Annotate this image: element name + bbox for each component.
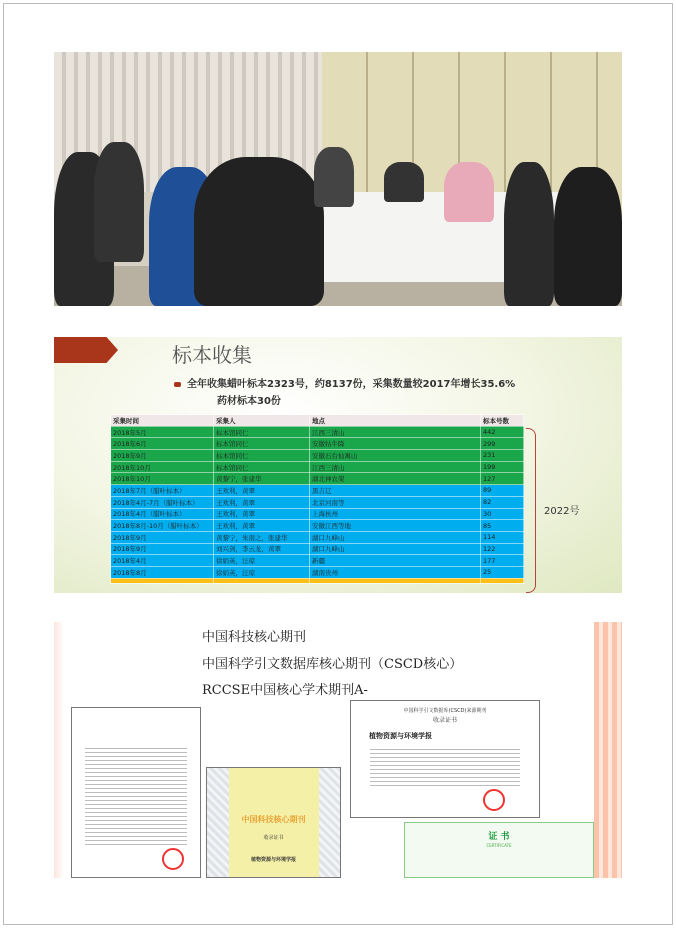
bullet-icon [174, 382, 181, 387]
cell-time: 2018年10月 [111, 473, 214, 485]
cell-time: 2018年9月 [111, 450, 214, 462]
core-journal-certificate [206, 767, 341, 878]
table-row [111, 543, 524, 555]
header-place: 地点 [310, 415, 481, 427]
core-cert-journal: 植物资源与环境学报 [250, 857, 296, 863]
cell-count: 199 [481, 461, 524, 473]
cell-place: 湖北神农架 [310, 473, 481, 485]
cell-people: 标本馆同仁 [214, 426, 310, 438]
bracket [526, 428, 536, 593]
cell-people: 标本馆同仁 [214, 461, 310, 473]
table-row [111, 485, 524, 497]
cell-count: 177 [481, 555, 524, 567]
cell-place: 江西三清山 [310, 461, 481, 473]
table-row-partial [111, 578, 524, 583]
table-row [111, 496, 524, 508]
core-cert-title: 中国科技核心期刊 [241, 815, 306, 824]
cell-time: 2018年9月 [111, 531, 214, 543]
cell-place: 北京河南等 [310, 496, 481, 508]
cell-time: 2018年6月 [111, 438, 214, 450]
journal-line: 中国科技核心期刊 [202, 630, 307, 645]
cell-people: 黄黎宁，朱南之，张建华 [214, 531, 310, 543]
cell-empty [310, 578, 481, 583]
journal-section [54, 622, 622, 878]
bracket-label: 2022号 [544, 506, 580, 517]
cell-time: 2018年4月（腊叶标本） [111, 508, 214, 520]
table-row [111, 566, 524, 578]
cscd-cert-title: 收录证书 [432, 717, 457, 724]
cell-count: 114 [481, 531, 524, 543]
header-count: 标本号数 [481, 415, 524, 427]
cell-time: 2018年7月（腊叶标本） [111, 485, 214, 497]
cell-place: 湖口九峰山 [310, 531, 481, 543]
cell-people: 王欢利，黄翠 [214, 496, 310, 508]
cell-time: 2018年8月 [111, 566, 214, 578]
specimen-table [110, 414, 524, 584]
cell-count: 25 [481, 566, 524, 578]
table-row [111, 450, 524, 462]
bullet-text: 全年收集蜡叶标本2323号，约8137份，采集数量较2017年增长35.6% [187, 379, 516, 390]
slide-subtext: 药材标本30份 [217, 396, 281, 407]
cell-count: 82 [481, 496, 524, 508]
cell-empty [481, 578, 524, 583]
cscd-cert-journal: 植物资源与环境学报 [369, 732, 432, 740]
table-header [111, 415, 524, 427]
cell-count: 299 [481, 438, 524, 450]
journal-line: 中国科学引文数据库核心期刊（CSCD核心） [202, 657, 463, 672]
cell-people: 刘兴剑，李云龙，黄翠 [214, 543, 310, 555]
cell-place: 黑吉辽 [310, 485, 481, 497]
header-time: 采集时间 [111, 415, 214, 427]
core-cert-subtitle: 收录证书 [263, 835, 284, 841]
cell-empty [111, 578, 214, 583]
cell-place: 江西三清山 [310, 426, 481, 438]
slide-arrow-icon [54, 337, 118, 363]
cscd-certificate [350, 700, 540, 818]
table-row [111, 426, 524, 438]
rccse-cert-title: 证 书 [488, 832, 510, 842]
table-row [111, 473, 524, 485]
cell-place: 安徽石台仙寓山 [310, 450, 481, 462]
meeting-photo [54, 52, 622, 306]
cell-count: 122 [481, 543, 524, 555]
cell-people: 黄黎宁，张建华 [214, 473, 310, 485]
specimen-slide [54, 337, 622, 593]
cell-place: 新疆 [310, 555, 481, 567]
cell-place: 上海杭州 [310, 508, 481, 520]
cell-place: 安徽牯牛降 [310, 438, 481, 450]
cell-people: 徐娟英，汪琼 [214, 566, 310, 578]
cell-people: 王欢利，黄翠 [214, 520, 310, 532]
table-row [111, 461, 524, 473]
rccse-cert-subtitle: CERTIFICATE [486, 843, 512, 848]
cell-count: 30 [481, 508, 524, 520]
cscd-cert-header: 中国科学引文数据库(CSCD)来源期刊 [403, 708, 487, 714]
rccse-certificate [404, 822, 594, 878]
inclusion-notice-document [71, 707, 201, 878]
slide-bullet [174, 375, 515, 390]
cell-time: 2018年10月 [111, 461, 214, 473]
cell-place: 湖口九峰山 [310, 543, 481, 555]
cell-place: 湖南贵州 [310, 566, 481, 578]
cell-people: 标本馆同仁 [214, 450, 310, 462]
header-people: 采集人 [214, 415, 310, 427]
journal-line: RCCSE中国核心学术期刊A- [202, 683, 368, 698]
cell-count: 85 [481, 520, 524, 532]
cell-people: 徐娟英，汪琼 [214, 555, 310, 567]
table-row [111, 508, 524, 520]
cell-empty [214, 578, 310, 583]
table-row [111, 555, 524, 567]
cell-count: 127 [481, 473, 524, 485]
cell-time: 2018年5月 [111, 426, 214, 438]
table-row [111, 438, 524, 450]
cell-time: 2018年8月-10月（腊叶标本） [111, 520, 214, 532]
cell-time: 2018年9月 [111, 543, 214, 555]
slide-title: 标本收集 [172, 343, 252, 367]
cell-time: 2018年4月-7月（腊叶标本） [111, 496, 214, 508]
cell-count: 89 [481, 485, 524, 497]
cell-place: 安徽江西等地 [310, 520, 481, 532]
cell-count: 442 [481, 426, 524, 438]
cell-people: 王欢利，黄翠 [214, 485, 310, 497]
cell-people: 王欢利，黄翠 [214, 508, 310, 520]
cell-time: 2018年4月 [111, 555, 214, 567]
table-row [111, 520, 524, 532]
table-row [111, 531, 524, 543]
cell-people: 标本馆同仁 [214, 438, 310, 450]
cell-count: 231 [481, 450, 524, 462]
